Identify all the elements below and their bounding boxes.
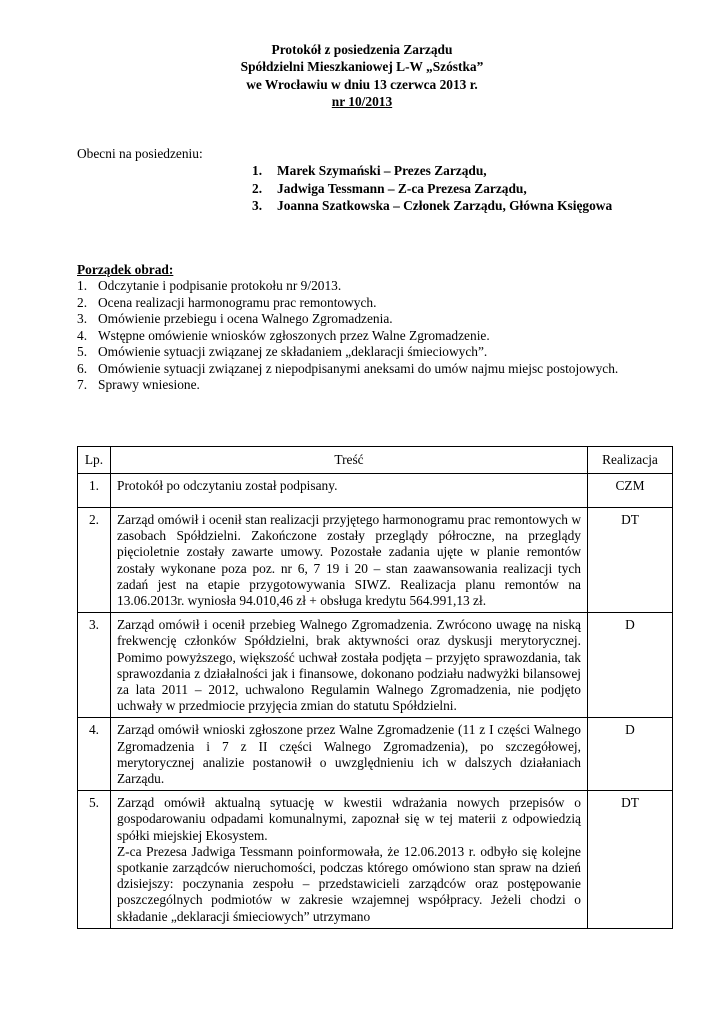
agenda-item-text: Ocena realizacji harmonogramu prac remontowych. [98, 294, 377, 310]
agenda-item [77, 311, 667, 328]
agenda-item [77, 278, 667, 295]
agenda-item-number: 3. [77, 311, 88, 326]
agenda-item-number: 6. [77, 360, 88, 376]
row-number: 5. [78, 791, 111, 929]
row-content [111, 613, 588, 718]
row-paragraph: Zarząd omówił i ocenił przebieg Walnego Zgromadzenia. Zwrócono uwagę na niską frekwencję członków Spółdzielni, brak aktywności oraz dyskusji merytorycznej. Pomimo powyższego, większość uchwał została podjęta – przyjęto sprawozdania, tak sprawozdania z działalności jak i finansowe, dokonano podziału nadwyżki bilansowej za lata 2011 – 2012, uchwalono Regulamin Walnego Zgromadzenia, nie podjęto uchwały w przedmiocie przyjęcia zmian do statutu Spółdzielni. [117, 617, 581, 714]
agenda-item [77, 328, 667, 345]
row-content [111, 718, 588, 791]
attendee-item [252, 162, 612, 180]
table-row [78, 791, 673, 929]
agenda-item-number: 1. [77, 278, 88, 293]
header-place-date: we Wrocławiu w dniu 13 czerwca 2013 r. [246, 76, 478, 92]
attendee-number: 3. [252, 198, 263, 214]
attendee-text: Joanna Szatkowska – Członek Zarządu, Główna Księgowa [277, 198, 613, 214]
attendee-item [252, 197, 612, 215]
agenda-item-text: Omówienie sytuacji związanej z niepodpisanymi aneksami do umów najmu miejsc postojowych. [98, 360, 619, 376]
row-paragraph: Zarząd omówił i ocenił stan realizacji przyjętego harmonogramu prac remontowych w zasobach Spółdzielni. Zakończone zostały przeglądy półroczne, na przeglądy pięcioletnie zostały zawarte umowy. Pozostałe zadania ujęte w planie remontów zostały wykonane poza poz. nr 6, 7 19 i 20 – stan zaawansowania realizacji tych zadań jest na etapie przygotowywania SIWZ. Realizacja planu remontów na 13.06.2013r. wyniosła 94.010,46 zł + obsługa kredytu 564.991,13 zł. [117, 512, 581, 609]
row-realization: D [588, 613, 673, 718]
agenda-item-text: Odczytanie i podpisanie protokołu nr 9/2013. [98, 278, 342, 293]
row-number: 3. [78, 613, 111, 718]
column-header-content: Treść [111, 447, 588, 474]
agenda-item [77, 377, 667, 394]
table-row [78, 718, 673, 791]
document-header [0, 41, 724, 110]
row-content [111, 508, 588, 613]
column-header-realization: Realizacja [588, 447, 673, 474]
agenda-item-text: Omówienie przebiegu i ocena Walnego Zgromadzenia. [98, 311, 393, 326]
row-content [111, 474, 588, 508]
agenda-item-number: 5. [77, 344, 88, 359]
row-number: 4. [78, 718, 111, 791]
row-number: 1. [78, 474, 111, 508]
table-row [78, 508, 673, 613]
table-row [78, 613, 673, 718]
attendees-list [252, 162, 612, 215]
row-number: 2. [78, 508, 111, 613]
table-row [78, 474, 673, 508]
agenda-title: Porządek obrad: [77, 262, 174, 277]
agenda-item-text: Sprawy wniesione. [98, 377, 200, 392]
agenda-item [77, 344, 667, 361]
row-realization: DT [588, 508, 673, 613]
agenda-list [77, 278, 667, 394]
row-paragraph: Zarząd omówił aktualną sytuację w kwestii wdrażania nowych przepisów o gospodarowaniu odpadami komunalnymi, zapoznał się w tej materii z odpowiedzią spółki miejskiej Ekosystem. [117, 795, 581, 843]
agenda-item-number: 4. [77, 327, 88, 343]
agenda-item [77, 361, 667, 378]
agenda-item-number: 7. [77, 377, 88, 392]
table-header-row [78, 447, 673, 474]
header-cooperative-name: Spółdzielni Mieszkaniowej L-W „Szóstka” [240, 59, 484, 75]
row-paragraph: Protokół po odczytaniu został podpisany. [117, 478, 338, 493]
row-realization: D [588, 718, 673, 791]
header-title: Protokół z posiedzenia Zarządu [271, 42, 453, 57]
attendee-number: 2. [252, 180, 263, 196]
column-header-lp: Lp. [78, 447, 111, 474]
minutes-table [77, 446, 673, 929]
agenda-item-number: 2. [77, 294, 88, 310]
row-content [111, 791, 588, 929]
row-paragraph: Z-ca Prezesa Jadwiga Tessmann poinformowała, że 12.06.2013 r. odbyło się kolejne spotkanie zarządców nieruchomości, podczas którego omówiono stan spraw na dzień dzisiejszy: poczynania zespołu – przedstawicieli zarządców oraz postępowanie poszczególnych podmiotów w zakresie wzajemnej współpracy. Jeżeli chodzi o składanie „deklaracji śmieciowych” utrzymano [117, 843, 581, 924]
attendee-number: 1. [252, 163, 263, 178]
attendee-text: Marek Szymański – Prezes Zarządu, [277, 163, 487, 178]
agenda-item-text: Wstępne omówienie wniosków zgłoszonych przez Walne Zgromadzenie. [98, 327, 490, 343]
agenda-item [77, 295, 667, 312]
row-realization: DT [588, 791, 673, 929]
attendee-item [252, 180, 612, 198]
attendee-text: Jadwiga Tessmann – Z-ca Prezesa Zarządu, [277, 180, 527, 196]
agenda-item-text: Omówienie sytuacji związanej ze składaniem „deklaracji śmieciowych”. [98, 344, 488, 359]
row-realization: CZM [588, 474, 673, 508]
attendees-label: Obecni na posiedzeniu: [77, 146, 203, 161]
protocol-number: nr 10/2013 [331, 93, 393, 109]
row-paragraph: Zarząd omówił wnioski zgłoszone przez Walne Zgromadzenie (11 z I części Walnego Zgromadzenia i 7 z II części Walnego Zgromadzenia), po szczegółowej, merytorycznej analizie postanowił o uwzględnieniu ich w dalszych działaniach Zarządu. [117, 722, 581, 787]
